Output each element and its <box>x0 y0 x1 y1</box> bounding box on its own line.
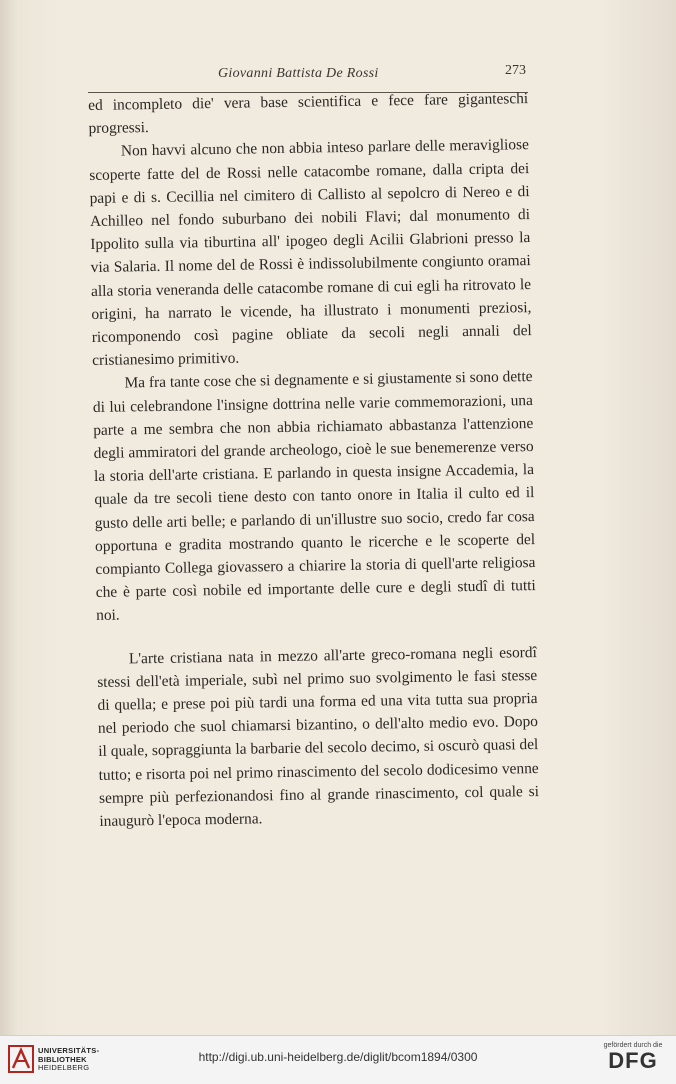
page-header <box>88 63 526 88</box>
viewer-footer <box>0 1035 676 1084</box>
page-number: 273 <box>505 63 526 78</box>
funder-note: gefördert durch die <box>603 1042 663 1049</box>
paragraph-continuation: ed incompleto die' vera base scientifica e fece fare giganteschi progressi. <box>88 90 529 138</box>
permalink-url[interactable]: http://digi.ub.uni-heidelberg.de/diglit/bcom1894/0300 <box>198 1050 478 1064</box>
paragraph-commemorations: Ma fra tante cose che si degnamente e si giustamente si sono dette di lui celebrandone l'insigne dottrina nelle varie commemorazioni, una parte a me sembra che non abbia richiamato abbastanza l'attenzione degli ammiratori del grande archeologo, cioè le sue benemerenze verso la storia dell'arte cristiana. E parlando in questa insigne Accademia, la quale da tre secoli tiene desto con tanto onore in Italia il culto ed il gusto delle arti belle; e parlando di un'illustre suo socio, credo far cosa opportuna e gradita mostrando quanto le ricerche e le scoperte del compianto Collega giovassero a chiarire la storia di quell'arte religiosa che è parte così nobile ed importante delle cure e degli studî di tutti noi. <box>92 368 536 625</box>
body-text <box>88 87 540 833</box>
running-title: Giovanni Battista De Rossi <box>218 66 379 81</box>
funder-block[interactable] <box>598 1042 668 1073</box>
paragraph-discoveries: Non havvi alcuno che non abbia inteso parlare delle meravigliose scoperte fatte del de Rossi nelle catacombe romane, dalla cripta dei papi e di s. Cecillia nel cimitero di Callisto al sepolcro di Nereo e di Achilleo nel fondo suburbano dei nobili Flavi; dal monumento di Ippolito sulla via tiburtina all' ipogeo degli Acilii Glabrioni presso la via Salaria. Il nome del de Rossi è indissolubilmente congiunto oramai alla storia veneranda delle catacombe romane di cui egli ha ritrovato le origini, ha narrato le vicende, ha illustrato i monumenti preziosi, ricomponendo così pagine obliate da secoli negli annali del cristianesimo primitivo. <box>89 136 532 370</box>
library-name[interactable]: UNIVERSITÄTS- BIBLIOTHEK HEIDELBERG <box>38 1046 100 1073</box>
paragraph-christian-art: L'arte cristiana nata in mezzo all'arte greco-romana negli esordî stessi dell'età imperiale, subì nel primo suo svolgimento le fasi stesse di quella; e prese poi più tardi una forma ed una vita tutta sua propria nel periodo che suol chiamarsi bizantino, o dell'alto medio evo. Dopo il quale, sopraggiunta la barbarie del secolo decimo, si oscurò quasi del tutto; e risorta poi nel primo rinascimento del secolo dodicesimo venne sempre più perfezionandosi fino al grande rinascimento, col quale si inaugurò l'epoca moderna. <box>97 643 540 831</box>
dfg-logo: DFG <box>608 1048 658 1073</box>
